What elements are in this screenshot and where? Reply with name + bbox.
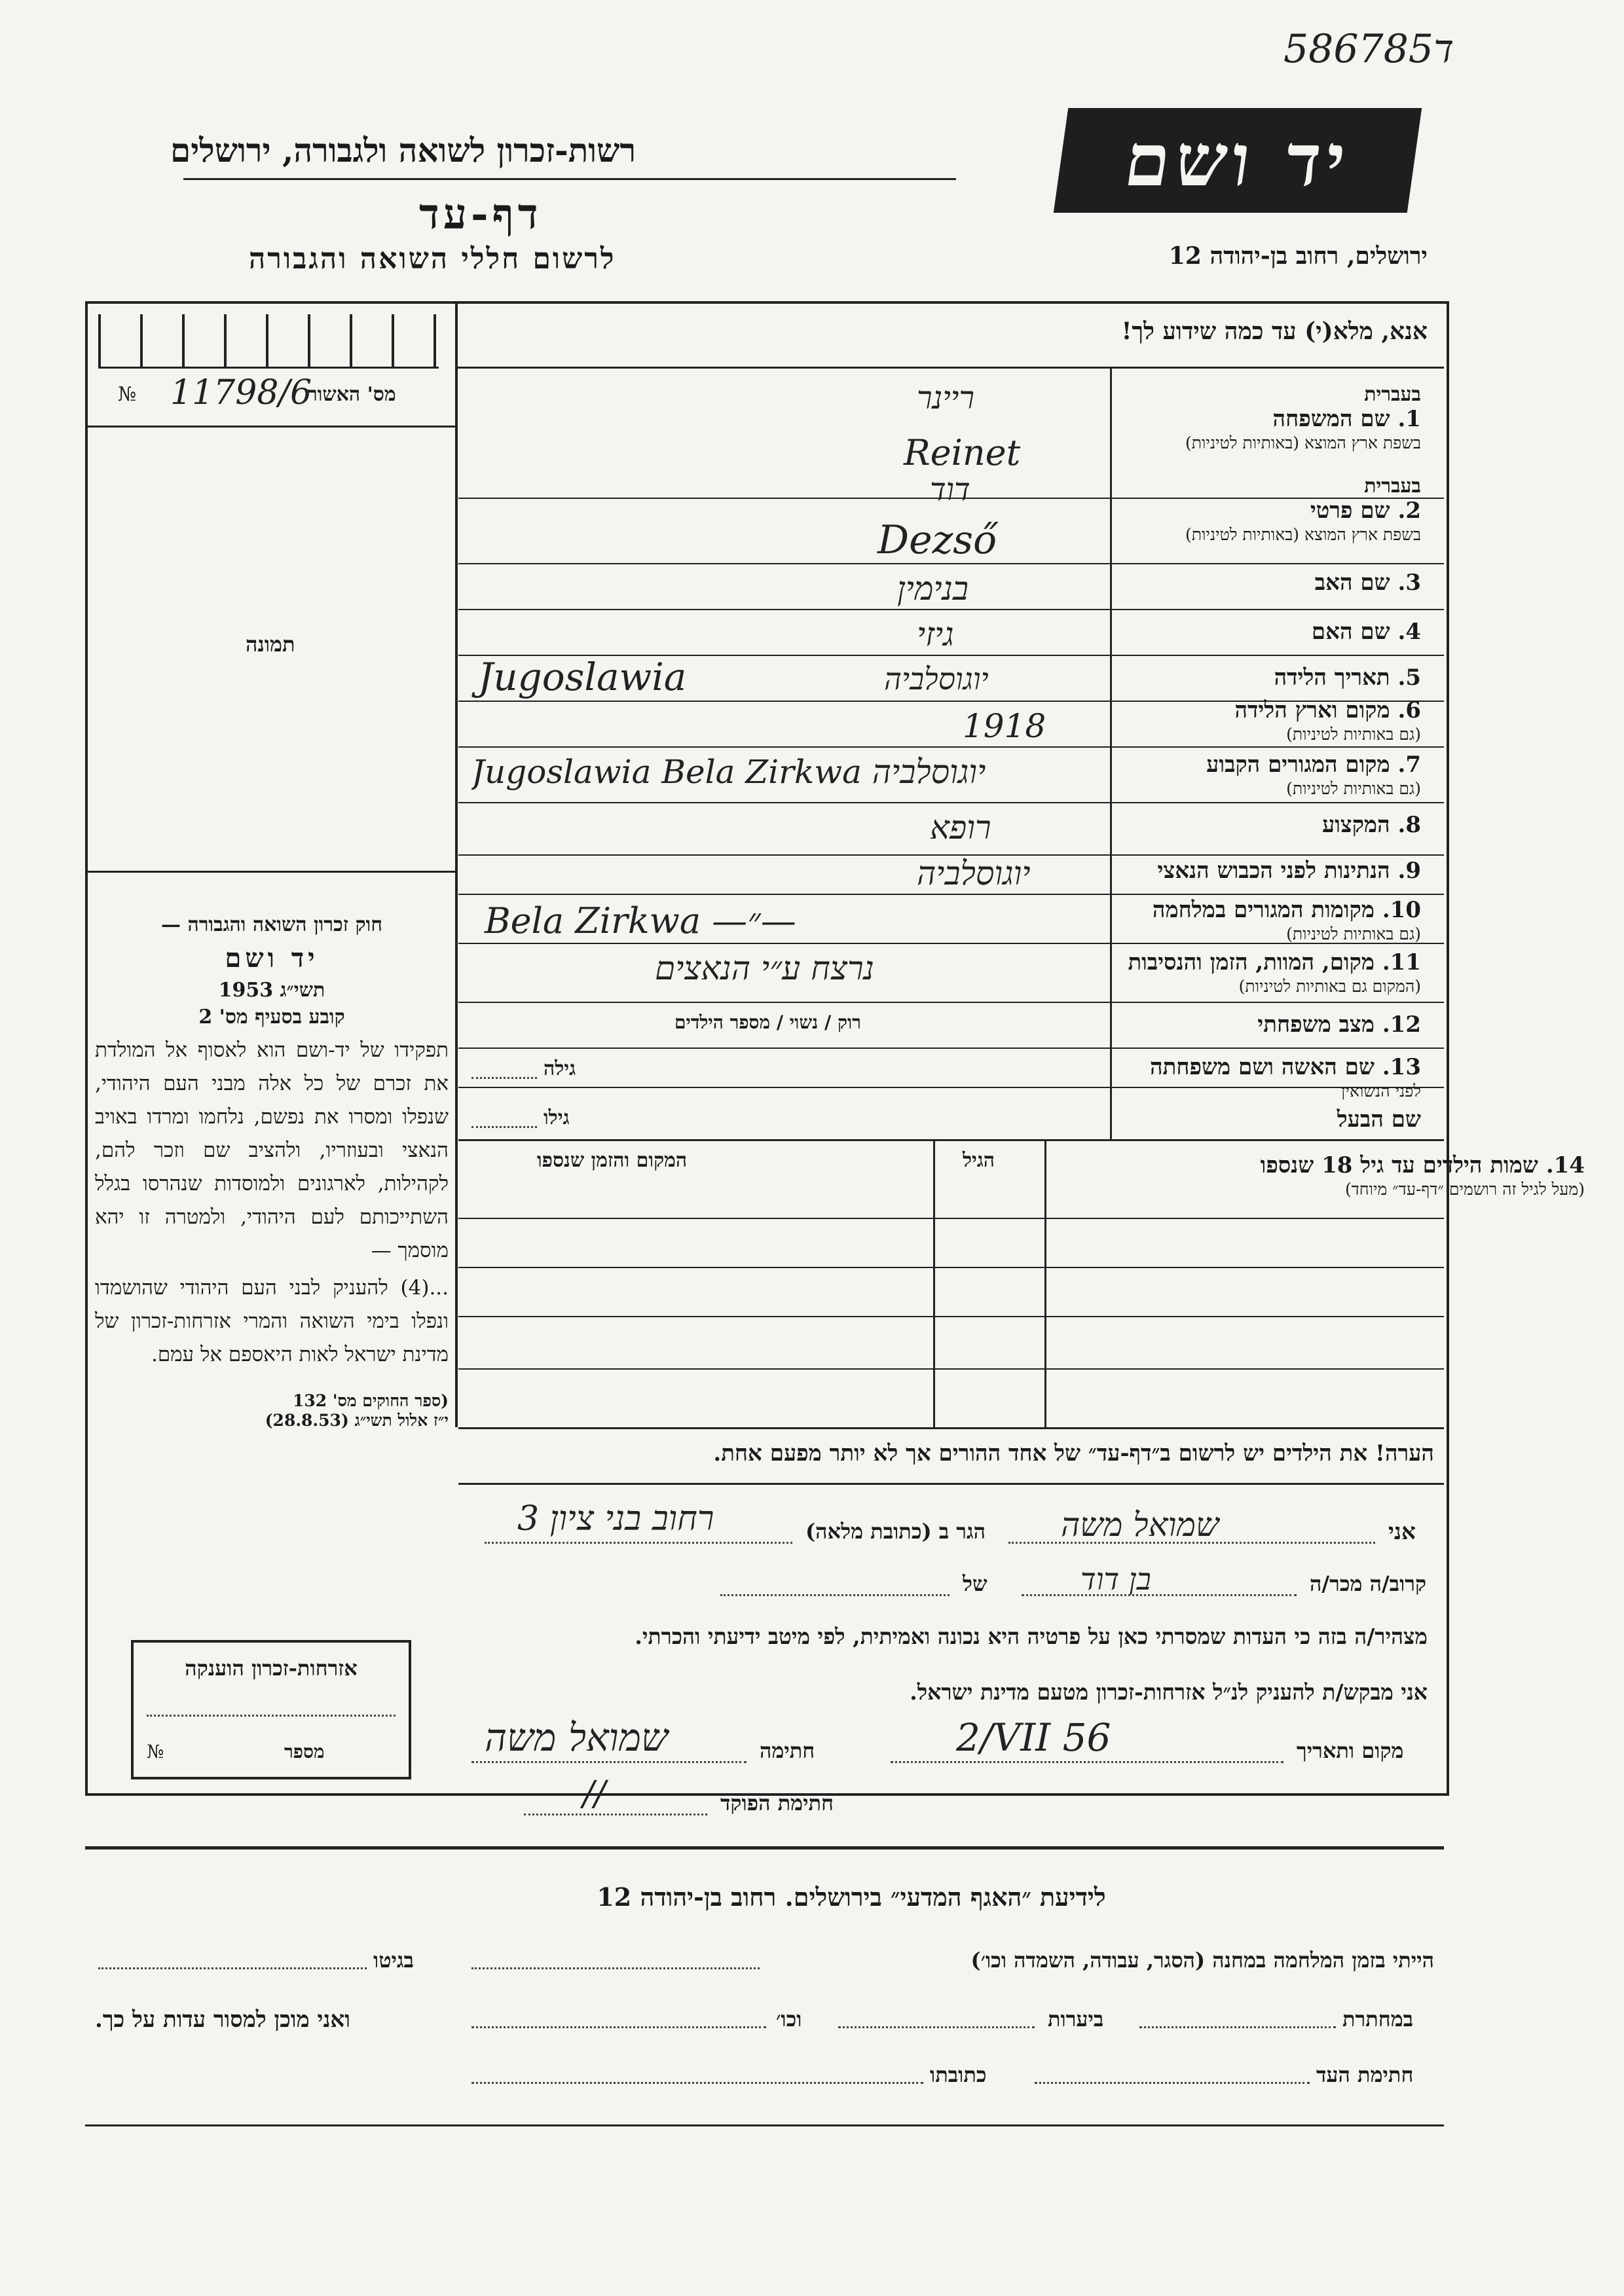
children-title: שמות הילדים עד גיל 18 שנספו [1260, 1152, 1538, 1178]
row-sep-7 [458, 802, 1444, 803]
field-7-value: Jugoslawia Bela Zirkwa יוגוסלביה [471, 753, 986, 791]
husband-age-label: גילו [544, 1106, 570, 1129]
children-col-age: הגיל [963, 1149, 995, 1172]
field-2-lang: בעברית [1364, 475, 1421, 498]
field-2-name: שם פרטי [1310, 498, 1390, 524]
footer-etc-dots [471, 2026, 766, 2028]
decl-signature-dots [471, 1761, 747, 1763]
footer-ready: ואני מוכן למסור עדות על כך. [95, 2007, 350, 2033]
field-6-value: 1918 [963, 707, 1046, 745]
footer-ghetto-dots [98, 1967, 367, 1969]
field-11-name: מקום, המוות, הזמן והנסיבות [1128, 949, 1375, 975]
field-9-label [1107, 858, 1421, 884]
citizenship-number-label: מספר [284, 1741, 325, 1762]
law-date: י״ז אלול תשי״ג (28.8.53) [265, 1411, 449, 1430]
law-source: (ספר החוקים מס' 132 [292, 1391, 449, 1410]
field-1-lang: בעברית [1364, 383, 1421, 406]
approval-number: 11798/6 [170, 373, 312, 412]
field-7-note: (גם באותיות לטיניות) [1286, 779, 1421, 798]
field-7-name: מקום המגורים הקבוע [1206, 752, 1390, 778]
decl-relative-label: קרוב/ה מכר/ה [1310, 1571, 1427, 1596]
row-sep-11 [458, 1002, 1444, 1003]
institution-name: רשות-זכרון לשואה ולגבורה, ירושלים [170, 131, 637, 170]
field-8-label [1107, 812, 1421, 838]
field-1-value-hebrew: ריינר [917, 380, 974, 416]
law-box [95, 913, 449, 1430]
field-2-num: 2. [1397, 498, 1421, 524]
footer-ghetto: בגיטו [373, 1948, 414, 1973]
decl-i-dots [1008, 1542, 1375, 1544]
field-5-num: 5. [1397, 665, 1421, 691]
field-10-name: מקומות המגורים במלחמה [1152, 897, 1375, 923]
children-row-2 [458, 1267, 1444, 1268]
field-8-num: 8. [1397, 812, 1421, 838]
decl-address-dots [485, 1542, 792, 1544]
field-5-label [1107, 665, 1421, 691]
field-10-label [1107, 897, 1421, 944]
children-row-4 [458, 1368, 1444, 1370]
field-5-value-latin: Jugoslawia [478, 655, 687, 699]
field-12-label [1107, 1011, 1421, 1038]
field-11-value: נרצח ע״י הנאצים [655, 949, 874, 987]
field-4-name: שם האם [1311, 619, 1390, 645]
law-section: קובע בסעיף מס' 2 [198, 1006, 345, 1029]
field-4-value: גיזי [917, 615, 954, 653]
row-sep-12 [458, 1048, 1444, 1049]
field-12-options: רוק / נשוי / מספר הילדים [674, 1011, 861, 1033]
field-5-value: יוגוסלביה [884, 661, 989, 697]
footer-address-dots [471, 2082, 923, 2084]
children-num: 14. [1545, 1152, 1585, 1178]
header-address: ירושלים, רחוב בן-יהודה 12 [1168, 242, 1428, 270]
form-subtitle: לרשום חללי השואה והגבורה [249, 242, 616, 276]
footer-underground-dots [1139, 2026, 1336, 2028]
decl-place-date-label: מקום ותאריך [1297, 1738, 1404, 1763]
intro-rule [455, 367, 1444, 369]
field-1-note: בשפת ארץ המוצא (באותיות לטיניות) [1185, 433, 1421, 452]
decl-i-value: שמואל משה [1061, 1506, 1219, 1544]
field-3-label [1107, 570, 1421, 596]
field-5-name: תאריך הלידה [1274, 665, 1390, 691]
law-title: חוק זכרון השואה והגבורה — [161, 913, 382, 936]
field-2-label [1107, 475, 1421, 545]
approval-rule [85, 426, 455, 428]
footer-witness-dots [1035, 2082, 1310, 2084]
field-6-name: מקום וארץ הלידה [1234, 697, 1390, 723]
field-11-num: 11. [1382, 949, 1421, 975]
intro-text: אנא, מלא(י) עד כמה שידוע לך! [1121, 318, 1428, 345]
row-sep-14 [458, 1139, 1444, 1141]
decl-officer-label: חתימת הפוקד [720, 1791, 834, 1815]
note-text: הערה! את הילדים יש לרשום ב״דף-עד״ של אחד ההורים אך לא יותר מפעם אחת. [713, 1440, 1434, 1467]
field-1-value-latin: Reinet [904, 432, 1021, 473]
field-3-num: 3. [1397, 570, 1421, 596]
husband-name: שם הבעל [1337, 1106, 1421, 1133]
field-8-value: רופא [930, 809, 991, 847]
row-sep-9 [458, 894, 1444, 895]
row-sep-6 [458, 746, 1444, 748]
children-row-1 [458, 1218, 1444, 1219]
field-1-num: 1. [1397, 406, 1421, 432]
field-7-label [1107, 752, 1421, 799]
photo-rule [85, 871, 455, 873]
decl-officer-value: // [583, 1774, 606, 1813]
decl-relative-value: בן דוד [1080, 1561, 1151, 1597]
field-8-name: המקצוע [1321, 812, 1390, 838]
catalog-number: 5867ד85 [1283, 26, 1454, 72]
field-13-note: לפני הנשואין [1341, 1082, 1421, 1101]
husband-label [1107, 1106, 1421, 1133]
children-row-5 [458, 1427, 1444, 1429]
footer-underground: במחתרת [1342, 2007, 1414, 2032]
footer-forests-dots [838, 2026, 1035, 2028]
decl-signature-label: חתימה [760, 1738, 815, 1763]
children-note: (מעל לגיל זה רושמים ״דף-עד״ מיוחד) [1345, 1180, 1585, 1199]
law-name: יד ושם [225, 943, 319, 974]
husband-age-dots [471, 1126, 537, 1128]
approval-label: מס' האשור [308, 383, 396, 406]
logo-text: יד ושם [1119, 118, 1356, 202]
law-body: תפקידו של יד-ושם הוא לאסוף אל המולדת את זכרם של כל אלה מבני העם היהודי, שנפלו ומסרו את נפשם, נלחמו ומרדו באויב הנאצי ובעוזריו, ולהציב שם וזכר להם, לקהילות, לארגונים ולמוסדות שנהרסו בגלל השתייכותם לעם היהודי, ולמטרה זו יהא מוסמך — [95, 1038, 449, 1262]
wife-age-label: גילה [544, 1057, 576, 1080]
decl-address-value: רחוב בני ציון 3 [517, 1499, 714, 1539]
row-sep-3 [458, 609, 1444, 610]
decl-officer-dots [524, 1813, 707, 1815]
field-2-value-hebrew: דוד [930, 471, 970, 508]
field-10-note: (גם באותיות לטיניות) [1286, 924, 1421, 943]
photo-label: תמונה [246, 632, 295, 657]
decl-of-dots [720, 1594, 950, 1596]
decl-lives-label: הגר ב (כתובת מלאה) [805, 1519, 986, 1544]
footer-title: לידיעת ״האגף המדעי״ בירושלים. רחוב בן-יהודה 12 [597, 1882, 1106, 1912]
row-sep-2 [458, 563, 1444, 564]
citizenship-dots [147, 1715, 396, 1717]
decl-relative-dots [1022, 1594, 1297, 1596]
field-4-label [1107, 619, 1421, 645]
field-13-label [1107, 1054, 1421, 1101]
children-col-1 [1044, 1139, 1046, 1427]
field-11-label [1107, 949, 1421, 996]
law-clause: ...(4) להעניק לבני העם היהודי שהושמדו ונפלו בימי השואה והמרי אזרחות-זכרון של מדינת ישראל לאות היאספם אל עמם. [95, 1276, 449, 1366]
children-row-3 [458, 1316, 1444, 1317]
field-6-label [1107, 697, 1421, 744]
field-13-name: שם האשה ושם משפחתה [1150, 1054, 1375, 1080]
field-10-value: Bela Zirkwa —״— [485, 900, 796, 941]
field-9-name: הנתינות לפני הכבוש הנאצי [1157, 858, 1390, 884]
children-label [1218, 1152, 1585, 1199]
decl-date-value: 2/VII 56 [956, 1715, 1111, 1760]
wife-age-dots [471, 1077, 537, 1079]
field-1-name: שם המשפחה [1272, 406, 1390, 432]
note-rule [458, 1483, 1444, 1485]
footer-line1: הייתי בזמן המלחמה במחנה (הסגר, עבודה, השמדה וכו׳) [970, 1948, 1434, 1973]
footer-camp-dots [471, 1967, 760, 1969]
field-13-num: 13. [1382, 1054, 1421, 1080]
decl-statement: מצהיר/ה בזה כי העדות שמסרתי כאן על פרטיה היא נכונה ואמיתית, לפי מיטב ידיעתי והכרתי. [635, 1624, 1428, 1649]
approval-prefix: № [118, 383, 137, 406]
field-12-num: 12. [1382, 1011, 1421, 1038]
field-10-num: 10. [1382, 897, 1421, 923]
field-2-note: בשפת ארץ המוצא (באותיות לטיניות) [1185, 525, 1421, 544]
footer-witness-signature: חתימת העד [1316, 2062, 1414, 2087]
field-4-num: 4. [1397, 619, 1421, 645]
decl-of-label: של [963, 1571, 987, 1596]
field-12-name: מצב משפחתי [1257, 1011, 1375, 1038]
field-3-value: בנימין [897, 570, 969, 608]
field-9-value: יוגוסלביה [917, 854, 1031, 892]
field-11-note: (המקום גם באותיות לטיניות) [1238, 977, 1421, 996]
decl-request: אני מבקש/ת להעניק לנ״ל אזרחות-זכרון מטעם מדינת ישראל. [910, 1679, 1428, 1705]
header-underline [183, 178, 956, 180]
field-6-note: (גם באותיות לטיניות) [1286, 725, 1421, 744]
field-7-num: 7. [1397, 752, 1421, 778]
form-title: דף-עד [419, 190, 542, 239]
citizenship-title: אזרחות-זכרון הוענקה [185, 1656, 358, 1681]
citizenship-box [131, 1640, 411, 1779]
registration-boxes [98, 314, 439, 369]
left-column-divider [455, 301, 458, 1427]
children-col-place: המקום והזמן שנספו [537, 1149, 688, 1172]
decl-signature-value: שמואל משה [485, 1715, 669, 1760]
field-2-value-latin: Dezső [877, 517, 997, 563]
yad-vashem-logo [1054, 108, 1422, 213]
footer-forests: ביערות [1048, 2007, 1104, 2032]
footer-etc: וכו׳ [776, 2007, 802, 2032]
footer-address: כתובתו [930, 2062, 987, 2087]
field-3-name: שם האב [1314, 570, 1390, 596]
decl-i-label: אני [1388, 1519, 1416, 1545]
field-1-label [1107, 383, 1421, 453]
citizenship-number-prefix: № [147, 1741, 164, 1762]
decl-date-dots [891, 1761, 1283, 1763]
law-year: תשי״ג 1953 [218, 979, 325, 1002]
field-9-num: 9. [1397, 858, 1421, 884]
field-6-num: 6. [1397, 697, 1421, 723]
children-col-2 [933, 1139, 935, 1427]
